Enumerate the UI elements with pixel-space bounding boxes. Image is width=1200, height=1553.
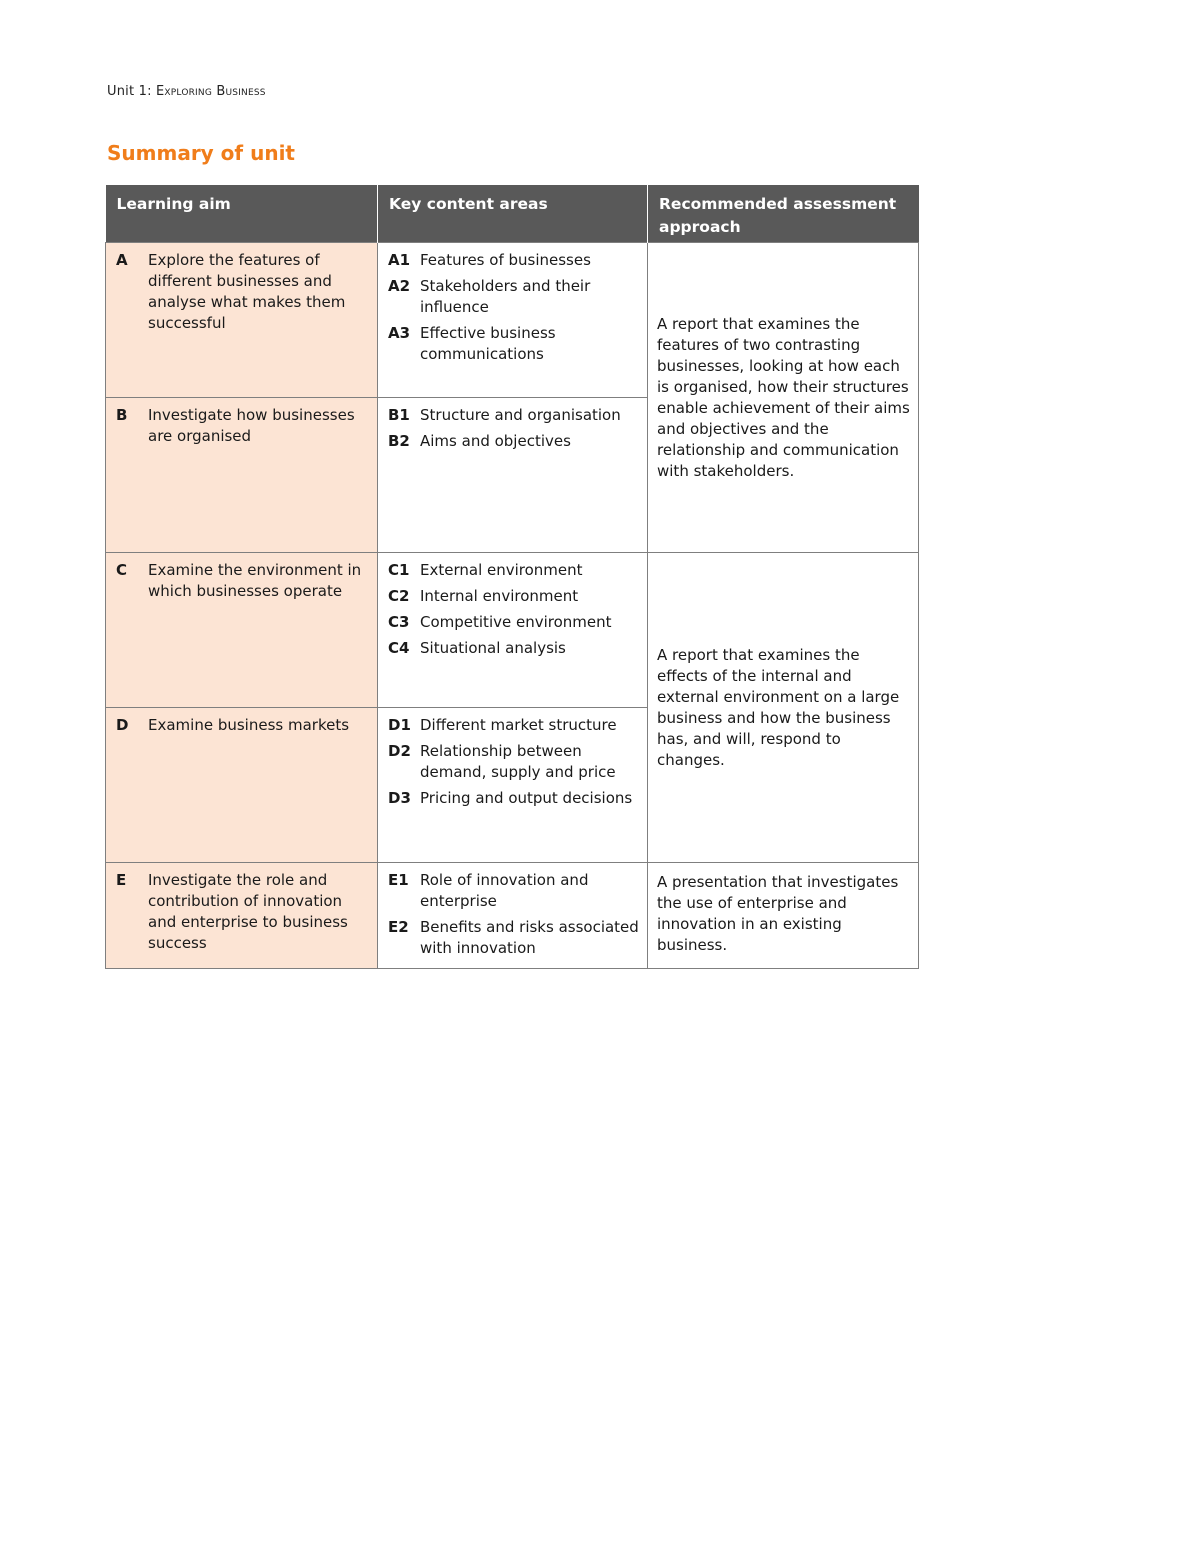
content-code: D2 [388, 742, 411, 760]
content-text: Features of businesses [420, 251, 591, 269]
list-item [388, 586, 639, 607]
content-areas-cell [378, 708, 648, 863]
content-text: Stakeholders and their influence [420, 277, 591, 316]
content-text: Benefits and risks associated with innovation [420, 918, 639, 957]
content-areas-cell [378, 243, 648, 398]
list-item [388, 917, 639, 959]
assessment-text: A report that examines the features of two contrasting businesses, looking at how each is organised, how their structures enable achievement of their aims and objectives and the relationship and communication with stakeholders. [657, 314, 910, 480]
content-text: Pricing and output decisions [420, 789, 633, 807]
content-text: Relationship between demand, supply and price [420, 742, 616, 781]
content-text: External environment [420, 561, 583, 579]
content-code: E1 [388, 871, 409, 889]
table-row [106, 863, 919, 969]
table-header-row [106, 185, 919, 243]
learning-aim-cell [106, 553, 378, 708]
list-item [388, 560, 639, 581]
section-title: Summary of unit [107, 141, 295, 165]
list-item [388, 638, 639, 659]
list-item [388, 405, 639, 426]
learning-aim-cell [106, 243, 378, 398]
aim-letter: E [116, 871, 127, 889]
header-learning-aim: Learning aim [106, 185, 378, 243]
content-text: Aims and objectives [420, 432, 571, 450]
content-text: Internal environment [420, 587, 579, 605]
list-item [388, 715, 639, 736]
aim-letter: B [116, 406, 128, 424]
running-head-separator: : [147, 84, 152, 99]
list-item [388, 741, 639, 783]
content-code: A2 [388, 277, 411, 295]
list-item [388, 276, 639, 318]
content-code: B2 [388, 432, 410, 450]
aim-text: Investigate how businesses are organised [148, 406, 355, 445]
content-code: E2 [388, 918, 409, 936]
aim-text: Examine business markets [148, 716, 350, 734]
aim-text: Explore the features of different businesses and analyse what makes them successful [148, 251, 346, 332]
list-item [388, 870, 639, 912]
aim-letter: A [116, 251, 128, 269]
learning-aim-cell [106, 398, 378, 553]
learning-aim-cell [106, 863, 378, 969]
content-code: D3 [388, 789, 411, 807]
content-areas-cell [378, 553, 648, 708]
content-code: A3 [388, 324, 411, 342]
assessment-cell [648, 553, 919, 863]
content-areas-cell [378, 863, 648, 969]
assessment-text: A report that examines the effects of the internal and external environment on a large business and how the business has, and will, respond to changes. [657, 645, 900, 769]
aim-text: Examine the environment in which businesses operate [148, 561, 362, 600]
list-item [388, 612, 639, 633]
table-row [106, 553, 919, 708]
summary-table [105, 185, 919, 969]
list-item [388, 788, 639, 809]
content-text: Competitive environment [420, 613, 612, 631]
header-key-content-areas: Key content areas [378, 185, 648, 243]
content-code: C2 [388, 587, 410, 605]
content-code: C1 [388, 561, 410, 579]
table-row [106, 243, 919, 398]
content-code: C4 [388, 639, 410, 657]
content-areas-cell [378, 398, 648, 553]
running-head-title: Exploring Business [156, 84, 266, 99]
running-head [107, 84, 266, 99]
content-text: Different market structure [420, 716, 617, 734]
aim-letter: C [116, 561, 128, 579]
content-code: C3 [388, 613, 410, 631]
content-code: D1 [388, 716, 411, 734]
aim-text: Investigate the role and contribution of innovation and enterprise to business success [148, 871, 348, 952]
assessment-cell [648, 243, 919, 553]
running-head-unit: Unit 1 [107, 84, 148, 99]
assessment-text: A presentation that investigates the use of enterprise and innovation in an existing business. [657, 873, 899, 954]
content-text: Situational analysis [420, 639, 566, 657]
content-code: A1 [388, 251, 411, 269]
learning-aim-cell [106, 708, 378, 863]
list-item [388, 250, 639, 271]
list-item [388, 431, 639, 452]
content-text: Effective business communications [420, 324, 556, 363]
header-assessment-approach: Recommended assessment approach [648, 185, 919, 243]
content-code: B1 [388, 406, 410, 424]
content-text: Structure and organisation [420, 406, 621, 424]
content-text: Role of innovation and enterprise [420, 871, 589, 910]
aim-letter: D [116, 716, 129, 734]
assessment-cell [648, 863, 919, 969]
list-item [388, 323, 639, 365]
